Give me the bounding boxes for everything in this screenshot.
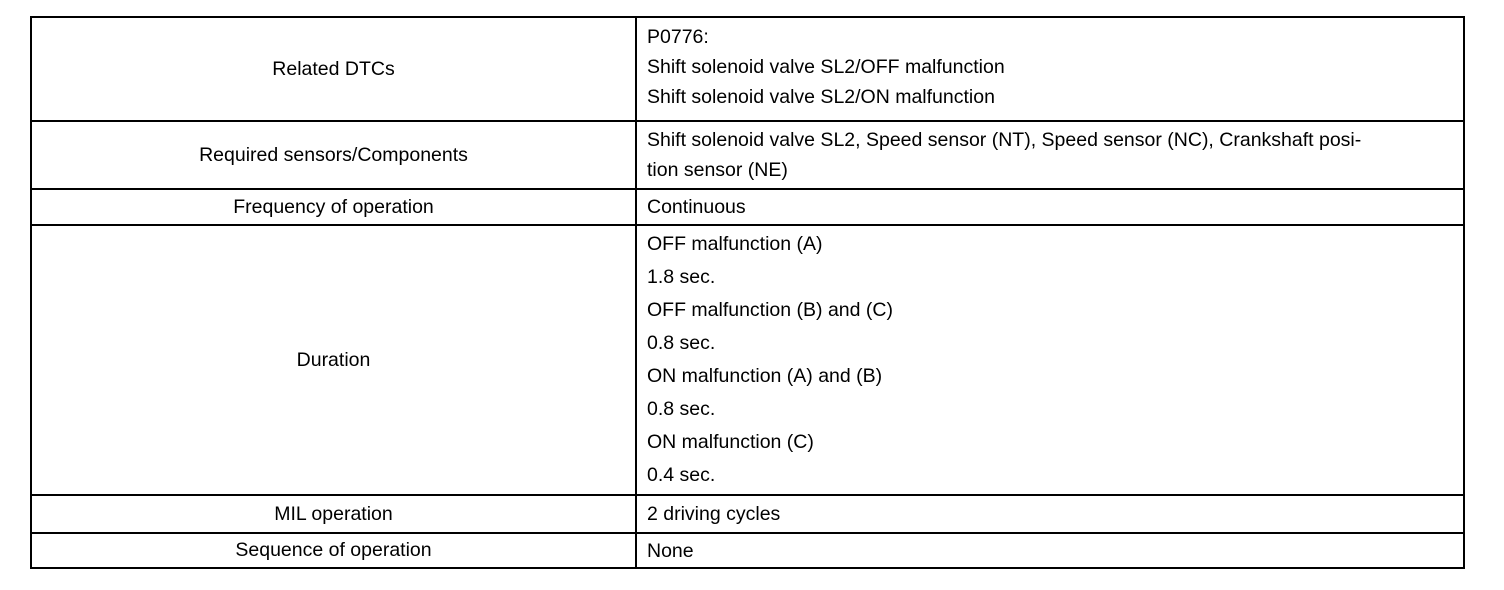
row-label: Related DTCs — [31, 17, 636, 121]
value-line: 0.8 sec. — [647, 332, 716, 354]
table-row-duration — [31, 225, 1464, 495]
row-label: Required sensors/Components — [31, 121, 636, 189]
value-line: Shift solenoid valve SL2/OFF malfunction — [647, 56, 1005, 78]
row-label: Frequency of operation — [31, 189, 636, 225]
table-row-required-sensors — [31, 121, 1464, 189]
value-line: ON malfunction (C) — [647, 431, 814, 453]
value-line: OFF malfunction (B) and (C) — [647, 299, 893, 321]
row-value — [636, 17, 1464, 121]
value-line: 0.8 sec. — [647, 398, 716, 420]
value-line: P0776: — [647, 26, 709, 48]
row-label: Duration — [31, 225, 636, 495]
value-line: Continuous — [647, 196, 746, 218]
row-value — [636, 495, 1464, 533]
value-line: 2 driving cycles — [647, 503, 781, 525]
row-value — [636, 225, 1464, 495]
table-row-frequency — [31, 189, 1464, 225]
value-line: 0.4 sec. — [647, 464, 716, 486]
row-value — [636, 121, 1464, 189]
value-line: tion sensor (NE) — [647, 159, 788, 181]
table-row-related-dtcs — [31, 17, 1464, 121]
table-row-mil-operation — [31, 495, 1464, 533]
spec-table — [30, 16, 1465, 569]
row-label: Sequence of operation — [31, 533, 636, 568]
value-line: Shift solenoid valve SL2/ON malfunction — [647, 86, 995, 108]
row-value — [636, 189, 1464, 225]
value-line: 1.8 sec. — [647, 266, 716, 288]
table-row-sequence — [31, 533, 1464, 568]
row-label: MIL operation — [31, 495, 636, 533]
value-line: None — [647, 539, 694, 562]
value-line: ON malfunction (A) and (B) — [647, 365, 883, 387]
value-line: OFF malfunction (A) — [647, 233, 823, 255]
row-value — [636, 533, 1464, 568]
value-line: Shift solenoid valve SL2, Speed sensor (NT), Speed sensor (NC), Crankshaft posi- — [647, 129, 1362, 151]
